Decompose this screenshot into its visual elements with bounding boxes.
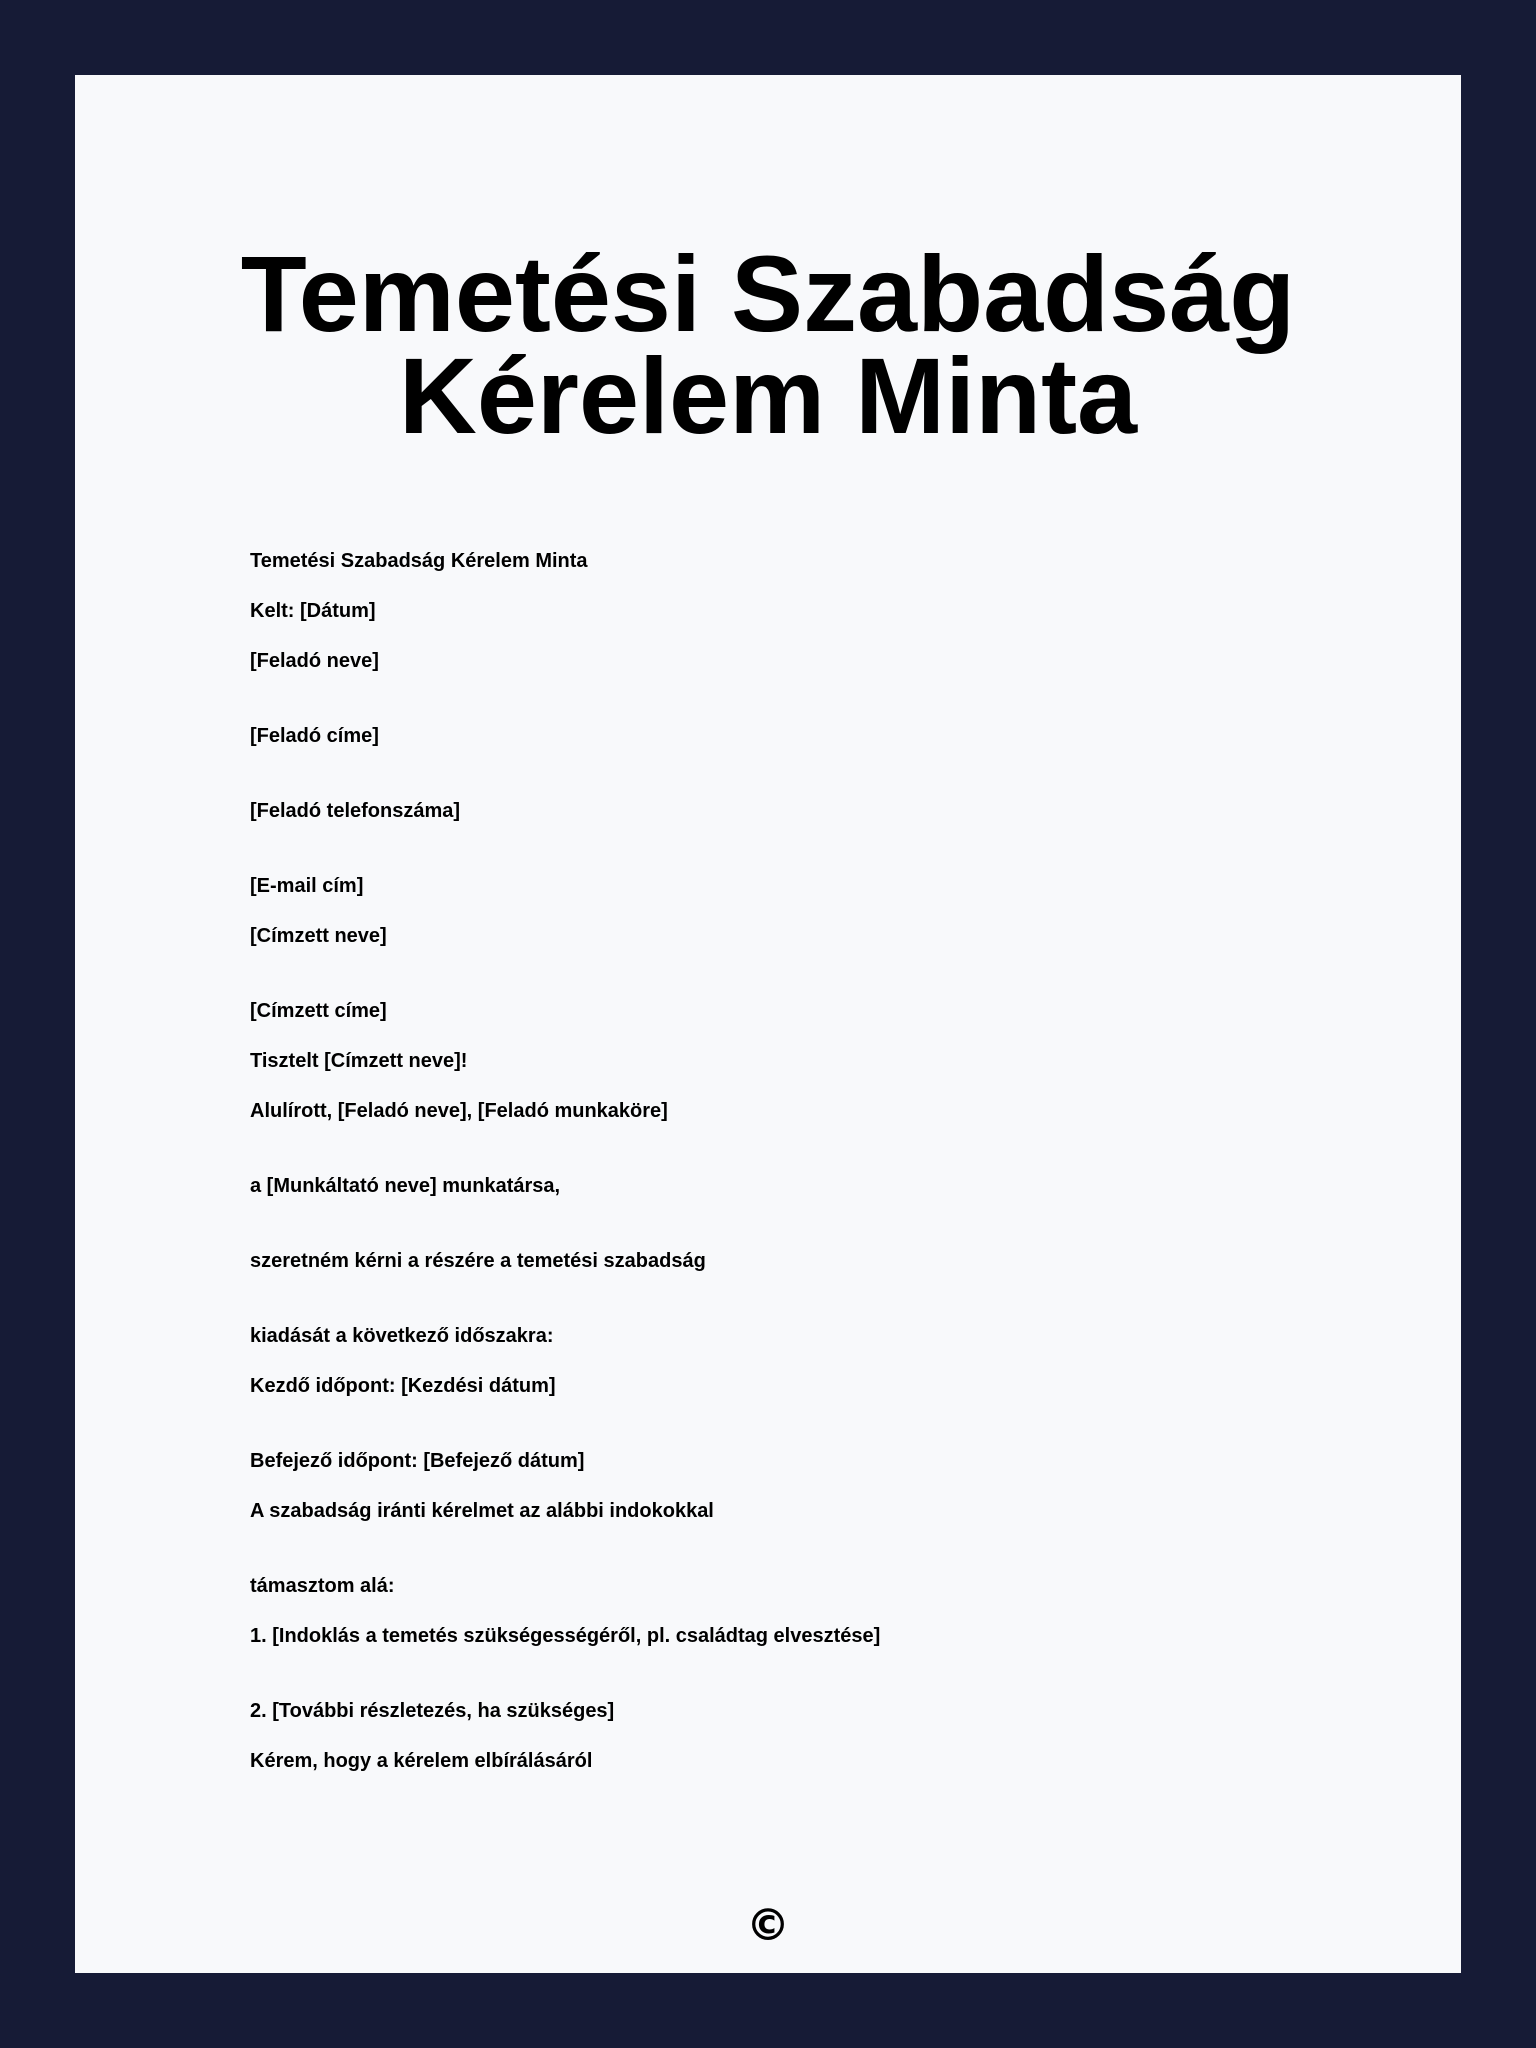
body-line-end-date: Befejező időpont: [Befejező dátum]	[250, 1450, 585, 1472]
body-line-paragraph-3: szeretném kérni a részére a temetési szabadság	[250, 1250, 706, 1272]
body-line-recipient-name: [Címzett neve]	[250, 925, 387, 947]
body-line-paragraph-4: kiadását a következő időszakra:	[250, 1325, 554, 1347]
document-title-line-1: Temetési Szabadság	[240, 233, 1296, 354]
document-page	[75, 75, 1461, 1973]
body-line-email: [E-mail cím]	[250, 875, 364, 897]
body-line-sender-phone: [Feladó telefonszáma]	[250, 800, 461, 822]
body-line-salutation: Tisztelt [Címzett neve]!	[250, 1050, 468, 1072]
body-line-date: Kelt: [Dátum]	[250, 600, 376, 622]
body-line-reason-2: 2. [További részletezés, ha szükséges]	[250, 1700, 615, 1722]
document-title	[75, 233, 1461, 456]
body-line-sender-name: [Feladó neve]	[250, 650, 379, 672]
body-line-reason-1: 1. [Indoklás a temetés szükségességéről, pl. családtag elvesztése]	[250, 1625, 881, 1647]
document-title-line-2: Kérelem Minta	[398, 335, 1138, 456]
body-line-reason-intro-2: támasztom alá:	[250, 1575, 395, 1597]
body-line-paragraph-1: Alulírott, [Feladó neve], [Feladó munkaköre]	[250, 1100, 668, 1122]
body-line-start-date: Kezdő időpont: [Kezdési dátum]	[250, 1375, 556, 1397]
body-line-recipient-address: [Címzett címe]	[250, 1000, 387, 1022]
body-line-heading: Temetési Szabadság Kérelem Minta	[250, 550, 588, 572]
body-line-sender-address: [Feladó címe]	[250, 725, 379, 747]
copyright-symbol: ©	[746, 1900, 790, 1951]
body-line-paragraph-2: a [Munkáltató neve] munkatársa,	[250, 1175, 561, 1197]
body-line-closing: Kérem, hogy a kérelem elbírálásáról	[250, 1750, 593, 1772]
body-line-reason-intro-1: A szabadság iránti kérelmet az alábbi indokokkal	[250, 1500, 714, 1522]
